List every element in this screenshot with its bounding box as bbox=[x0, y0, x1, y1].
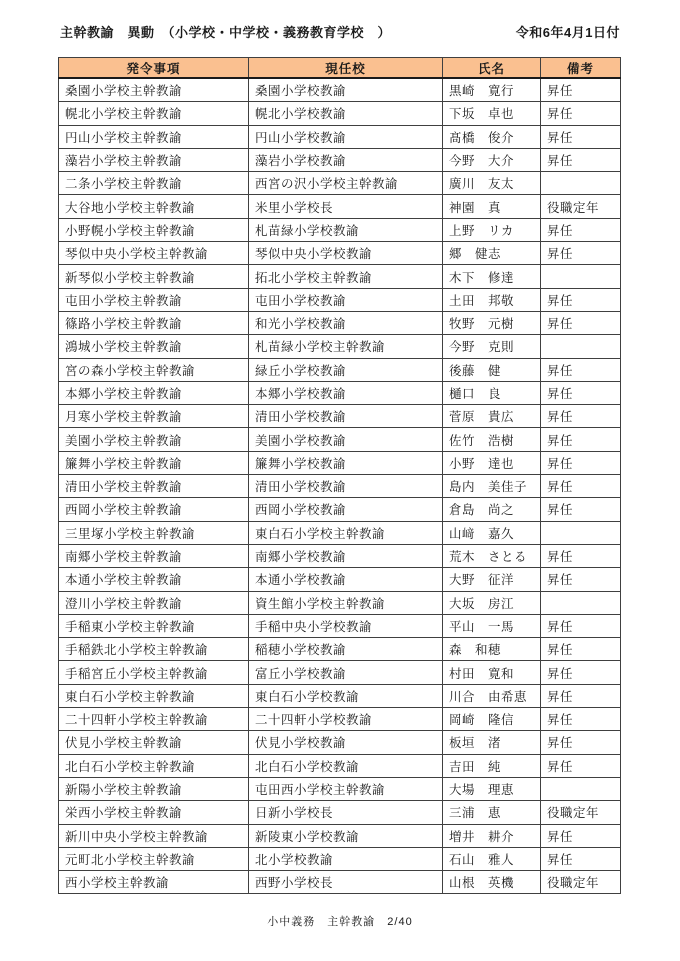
name-cell: 上野 リカ bbox=[443, 218, 541, 241]
appointment-cell: 東白石小学校主幹教諭 bbox=[59, 684, 249, 707]
current-school-cell: 藻岩小学校教諭 bbox=[249, 148, 443, 171]
appointment-cell: 二十四軒小学校主幹教諭 bbox=[59, 708, 249, 731]
table-row bbox=[59, 754, 621, 777]
remarks-cell: 昇任 bbox=[541, 475, 621, 498]
table-row bbox=[59, 451, 621, 474]
remarks-cell: 昇任 bbox=[541, 544, 621, 567]
current-school-cell: 清田小学校教諭 bbox=[249, 475, 443, 498]
transfer-table bbox=[58, 57, 621, 894]
appointment-cell: 二条小学校主幹教諭 bbox=[59, 172, 249, 195]
name-cell: 板垣 渚 bbox=[443, 731, 541, 754]
remarks-cell: 昇任 bbox=[541, 78, 621, 102]
remarks-cell: 役職定年 bbox=[541, 801, 621, 824]
name-cell: 下坂 卓也 bbox=[443, 102, 541, 125]
appointment-cell: 月寒小学校主幹教諭 bbox=[59, 405, 249, 428]
column-header-remarks: 備考 bbox=[541, 58, 621, 79]
current-school-cell: 伏見小学校教諭 bbox=[249, 731, 443, 754]
name-cell: 牧野 元樹 bbox=[443, 311, 541, 334]
current-school-cell: 拓北小学校主幹教諭 bbox=[249, 265, 443, 288]
appointment-cell: 西岡小学校主幹教諭 bbox=[59, 498, 249, 521]
remarks-cell bbox=[541, 335, 621, 358]
column-header-current-school: 現任校 bbox=[249, 58, 443, 79]
current-school-cell: 東白石小学校教諭 bbox=[249, 684, 443, 707]
remarks-cell: 昇任 bbox=[541, 847, 621, 870]
name-cell: 増井 耕介 bbox=[443, 824, 541, 847]
appointment-cell: 手稲鉄北小学校主幹教諭 bbox=[59, 638, 249, 661]
name-cell: 後藤 健 bbox=[443, 358, 541, 381]
appointment-cell: 美園小学校主幹教諭 bbox=[59, 428, 249, 451]
current-school-cell: 円山小学校教諭 bbox=[249, 125, 443, 148]
name-cell: 樋口 良 bbox=[443, 381, 541, 404]
current-school-cell: 本通小学校教諭 bbox=[249, 568, 443, 591]
appointment-cell: 元町北小学校主幹教諭 bbox=[59, 847, 249, 870]
current-school-cell: 簾舞小学校教諭 bbox=[249, 451, 443, 474]
current-school-cell: 西宮の沢小学校主幹教諭 bbox=[249, 172, 443, 195]
name-cell: 平山 一馬 bbox=[443, 614, 541, 637]
table-row bbox=[59, 521, 621, 544]
name-cell: 佐竹 浩樹 bbox=[443, 428, 541, 451]
appointment-cell: 小野幌小学校主幹教諭 bbox=[59, 218, 249, 241]
remarks-cell: 昇任 bbox=[541, 661, 621, 684]
name-cell: 川合 由希恵 bbox=[443, 684, 541, 707]
table-row bbox=[59, 591, 621, 614]
name-cell: 島内 美佳子 bbox=[443, 475, 541, 498]
appointment-cell: 琴似中央小学校主幹教諭 bbox=[59, 242, 249, 265]
remarks-cell: 役職定年 bbox=[541, 195, 621, 218]
table-row bbox=[59, 708, 621, 731]
table-row bbox=[59, 847, 621, 870]
remarks-cell: 昇任 bbox=[541, 125, 621, 148]
page-title: 主幹教諭 異動 （小学校・中学校・義務教育学校 ） bbox=[60, 25, 392, 40]
appointment-cell: 宮の森小学校主幹教諭 bbox=[59, 358, 249, 381]
table-row bbox=[59, 871, 621, 894]
table-row bbox=[59, 195, 621, 218]
name-cell: 大場 理恵 bbox=[443, 777, 541, 800]
current-school-cell: 和光小学校教諭 bbox=[249, 311, 443, 334]
name-cell: 大坂 房江 bbox=[443, 591, 541, 614]
appointment-cell: 伏見小学校主幹教諭 bbox=[59, 731, 249, 754]
remarks-cell: 昇任 bbox=[541, 451, 621, 474]
table-row bbox=[59, 661, 621, 684]
name-cell: 大野 征洋 bbox=[443, 568, 541, 591]
table-row bbox=[59, 428, 621, 451]
table-row bbox=[59, 475, 621, 498]
name-cell: 吉田 純 bbox=[443, 754, 541, 777]
appointment-cell: 屯田小学校主幹教諭 bbox=[59, 288, 249, 311]
appointment-cell: 南郷小学校主幹教諭 bbox=[59, 544, 249, 567]
current-school-cell: 北小学校教諭 bbox=[249, 847, 443, 870]
remarks-cell bbox=[541, 172, 621, 195]
current-school-cell: 幌北小学校教諭 bbox=[249, 102, 443, 125]
remarks-cell: 昇任 bbox=[541, 638, 621, 661]
name-cell: 菅原 貴広 bbox=[443, 405, 541, 428]
remarks-cell: 昇任 bbox=[541, 358, 621, 381]
name-cell: 倉島 尚之 bbox=[443, 498, 541, 521]
name-cell: 今野 大介 bbox=[443, 148, 541, 171]
appointment-cell: 新陽小学校主幹教諭 bbox=[59, 777, 249, 800]
table-row bbox=[59, 358, 621, 381]
column-header-appointment: 発令事項 bbox=[59, 58, 249, 79]
name-cell: 山根 英機 bbox=[443, 871, 541, 894]
remarks-cell: 昇任 bbox=[541, 754, 621, 777]
remarks-cell: 昇任 bbox=[541, 218, 621, 241]
appointment-cell: 桑園小学校主幹教諭 bbox=[59, 78, 249, 102]
effective-date: 令和6年4月1日付 bbox=[515, 25, 620, 40]
remarks-cell: 昇任 bbox=[541, 684, 621, 707]
table-row bbox=[59, 777, 621, 800]
table-row bbox=[59, 498, 621, 521]
table-row bbox=[59, 731, 621, 754]
current-school-cell: 米里小学校長 bbox=[249, 195, 443, 218]
current-school-cell: 日新小学校長 bbox=[249, 801, 443, 824]
remarks-cell: 昇任 bbox=[541, 405, 621, 428]
remarks-cell: 役職定年 bbox=[541, 871, 621, 894]
table-body bbox=[59, 78, 621, 894]
appointment-cell: 清田小学校主幹教諭 bbox=[59, 475, 249, 498]
table-row bbox=[59, 125, 621, 148]
remarks-cell bbox=[541, 521, 621, 544]
appointment-cell: 藻岩小学校主幹教諭 bbox=[59, 148, 249, 171]
appointment-cell: 手稲宮丘小学校主幹教諭 bbox=[59, 661, 249, 684]
name-cell: 山﨑 嘉久 bbox=[443, 521, 541, 544]
table-row bbox=[59, 801, 621, 824]
table-row bbox=[59, 614, 621, 637]
appointment-cell: 円山小学校主幹教諭 bbox=[59, 125, 249, 148]
remarks-cell: 昇任 bbox=[541, 381, 621, 404]
remarks-cell bbox=[541, 777, 621, 800]
remarks-cell: 昇任 bbox=[541, 428, 621, 451]
remarks-cell: 昇任 bbox=[541, 731, 621, 754]
remarks-cell: 昇任 bbox=[541, 311, 621, 334]
current-school-cell: 清田小学校教諭 bbox=[249, 405, 443, 428]
current-school-cell: 琴似中央小学校教諭 bbox=[249, 242, 443, 265]
appointment-cell: 本通小学校主幹教諭 bbox=[59, 568, 249, 591]
appointment-cell: 新琴似小学校主幹教諭 bbox=[59, 265, 249, 288]
column-header-name: 氏名 bbox=[443, 58, 541, 79]
current-school-cell: 新陵東小学校教諭 bbox=[249, 824, 443, 847]
table-header-row bbox=[59, 58, 621, 79]
current-school-cell: 桑園小学校教諭 bbox=[249, 78, 443, 102]
table-row bbox=[59, 102, 621, 125]
table-row bbox=[59, 311, 621, 334]
name-cell: 郷 健志 bbox=[443, 242, 541, 265]
remarks-cell: 昇任 bbox=[541, 498, 621, 521]
current-school-cell: 屯田西小学校主幹教諭 bbox=[249, 777, 443, 800]
appointment-cell: 澄川小学校主幹教諭 bbox=[59, 591, 249, 614]
appointment-cell: 簾舞小学校主幹教諭 bbox=[59, 451, 249, 474]
name-cell: 岡崎 隆信 bbox=[443, 708, 541, 731]
remarks-cell: 昇任 bbox=[541, 148, 621, 171]
table-row bbox=[59, 638, 621, 661]
remarks-cell: 昇任 bbox=[541, 614, 621, 637]
appointment-cell: 三里塚小学校主幹教諭 bbox=[59, 521, 249, 544]
table-row bbox=[59, 242, 621, 265]
table-row bbox=[59, 568, 621, 591]
current-school-cell: 北白石小学校教諭 bbox=[249, 754, 443, 777]
remarks-cell: 昇任 bbox=[541, 242, 621, 265]
document-header bbox=[60, 22, 620, 41]
name-cell: 木下 修達 bbox=[443, 265, 541, 288]
current-school-cell: 札苗緑小学校教諭 bbox=[249, 218, 443, 241]
current-school-cell: 本郷小学校教諭 bbox=[249, 381, 443, 404]
table-row bbox=[59, 78, 621, 102]
name-cell: 村田 寛和 bbox=[443, 661, 541, 684]
table-row bbox=[59, 288, 621, 311]
name-cell: 三浦 恵 bbox=[443, 801, 541, 824]
appointment-cell: 鴻城小学校主幹教諭 bbox=[59, 335, 249, 358]
name-cell: 荒木 さとる bbox=[443, 544, 541, 567]
name-cell: 今野 克則 bbox=[443, 335, 541, 358]
current-school-cell: 二十四軒小学校教諭 bbox=[249, 708, 443, 731]
name-cell: 黒崎 寛行 bbox=[443, 78, 541, 102]
appointment-cell: 手稲東小学校主幹教諭 bbox=[59, 614, 249, 637]
appointment-cell: 幌北小学校主幹教諭 bbox=[59, 102, 249, 125]
table-row bbox=[59, 148, 621, 171]
current-school-cell: 屯田小学校教諭 bbox=[249, 288, 443, 311]
current-school-cell: 富丘小学校教諭 bbox=[249, 661, 443, 684]
table-row bbox=[59, 172, 621, 195]
appointment-cell: 北白石小学校主幹教諭 bbox=[59, 754, 249, 777]
remarks-cell: 昇任 bbox=[541, 708, 621, 731]
name-cell: 廣川 友太 bbox=[443, 172, 541, 195]
remarks-cell: 昇任 bbox=[541, 824, 621, 847]
table-header-row bbox=[59, 58, 621, 79]
remarks-cell: 昇任 bbox=[541, 568, 621, 591]
name-cell: 神園 真 bbox=[443, 195, 541, 218]
remarks-cell: 昇任 bbox=[541, 288, 621, 311]
appointment-cell: 西小学校主幹教諭 bbox=[59, 871, 249, 894]
current-school-cell: 美園小学校教諭 bbox=[249, 428, 443, 451]
appointment-cell: 本郷小学校主幹教諭 bbox=[59, 381, 249, 404]
name-cell: 土田 邦敬 bbox=[443, 288, 541, 311]
name-cell: 石山 雅人 bbox=[443, 847, 541, 870]
table-row bbox=[59, 265, 621, 288]
name-cell: 髙橋 俊介 bbox=[443, 125, 541, 148]
current-school-cell: 札苗緑小学校主幹教諭 bbox=[249, 335, 443, 358]
appointment-cell: 篠路小学校主幹教諭 bbox=[59, 311, 249, 334]
table-row bbox=[59, 684, 621, 707]
table-row bbox=[59, 544, 621, 567]
current-school-cell: 稲穂小学校教諭 bbox=[249, 638, 443, 661]
table-row bbox=[59, 824, 621, 847]
name-cell: 小野 達也 bbox=[443, 451, 541, 474]
current-school-cell: 緑丘小学校教諭 bbox=[249, 358, 443, 381]
remarks-cell bbox=[541, 591, 621, 614]
table-row bbox=[59, 335, 621, 358]
page-footer: 小中義務 主幹教諭 2/40 bbox=[267, 916, 413, 928]
current-school-cell: 西岡小学校教諭 bbox=[249, 498, 443, 521]
appointment-cell: 大谷地小学校主幹教諭 bbox=[59, 195, 249, 218]
remarks-cell bbox=[541, 265, 621, 288]
current-school-cell: 資生館小学校主幹教諭 bbox=[249, 591, 443, 614]
table-row bbox=[59, 218, 621, 241]
remarks-cell: 昇任 bbox=[541, 102, 621, 125]
current-school-cell: 南郷小学校教諭 bbox=[249, 544, 443, 567]
current-school-cell: 西野小学校長 bbox=[249, 871, 443, 894]
table-row bbox=[59, 381, 621, 404]
current-school-cell: 手稲中央小学校教諭 bbox=[249, 614, 443, 637]
appointment-cell: 栄西小学校主幹教諭 bbox=[59, 801, 249, 824]
table-row bbox=[59, 405, 621, 428]
name-cell: 森 和穂 bbox=[443, 638, 541, 661]
current-school-cell: 東白石小学校主幹教諭 bbox=[249, 521, 443, 544]
appointment-cell: 新川中央小学校主幹教諭 bbox=[59, 824, 249, 847]
